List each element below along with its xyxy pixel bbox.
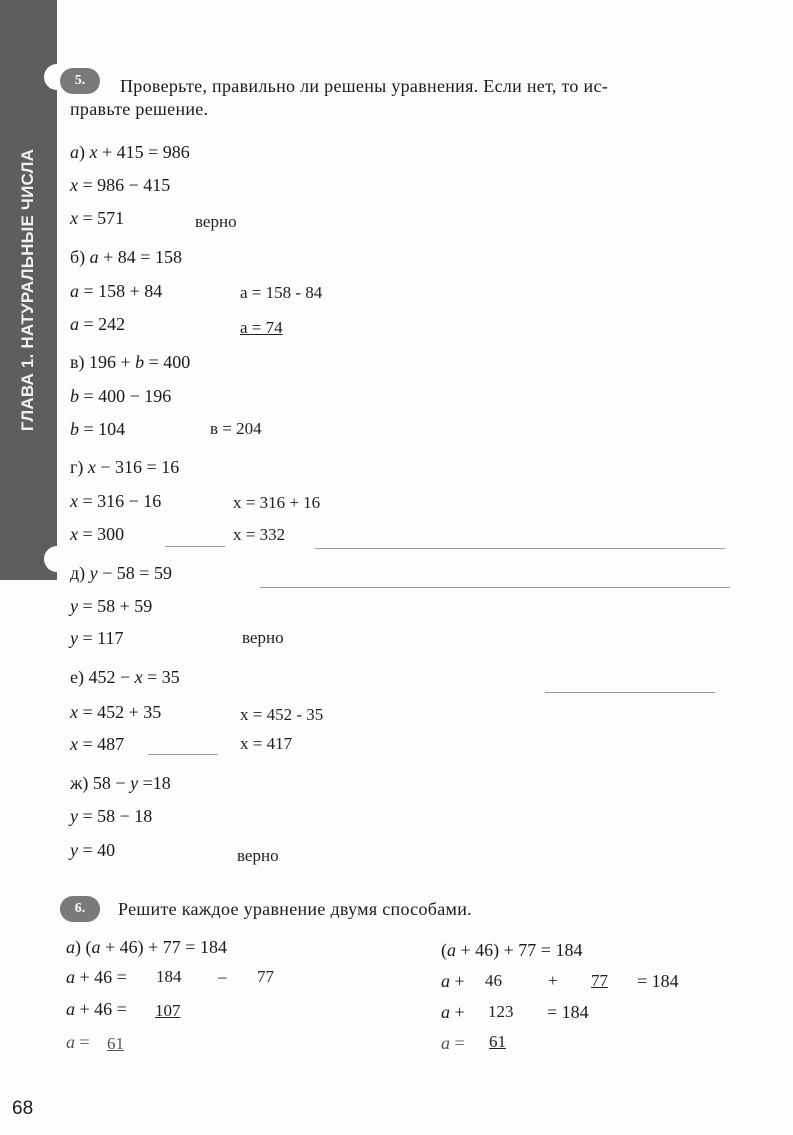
equation: а) x + 415 = 986: [70, 142, 190, 162]
equation: a = 158 + 84: [70, 281, 163, 301]
faint-rule: [165, 546, 225, 547]
handwritten-answer: верно: [237, 846, 279, 865]
equation: б) a + 84 = 158: [70, 247, 182, 267]
handwritten-value: +: [548, 971, 558, 990]
equation: y = 58 − 18: [70, 806, 153, 826]
equation: a = 242: [70, 314, 126, 334]
equation: x = 986 − 415: [70, 175, 171, 195]
equation: ж) 58 − y =18: [70, 773, 171, 793]
task-number-badge: 6.: [60, 896, 100, 922]
task-text: Проверьте, правильно ли решены уравнения. Если нет, то ис-: [120, 76, 609, 96]
equation: a +: [441, 971, 465, 991]
equation: y = 58 + 59: [70, 596, 153, 616]
handwritten-correction: a = 74: [240, 318, 283, 337]
faint-rule: [260, 587, 730, 588]
handwritten-value: 77: [591, 971, 608, 990]
faint-rule: [545, 692, 715, 693]
handwritten-value: –: [218, 967, 227, 986]
equation: a =: [66, 1032, 90, 1052]
task-text: Решите каждое уравнение двумя способами.: [118, 899, 472, 919]
handwritten-answer: верно: [242, 628, 284, 647]
page-number: 68: [12, 1098, 34, 1119]
handwritten-correction: x = 332: [233, 525, 286, 544]
equation: x = 487: [70, 734, 125, 754]
equation: b = 104: [70, 419, 126, 439]
faint-rule: [148, 754, 218, 755]
handwritten-correction: в = 204: [210, 419, 262, 438]
faint-rule: [315, 548, 725, 549]
sidebar-notch: [44, 546, 70, 572]
handwritten-value: 107: [155, 1001, 181, 1020]
equation: y = 40: [70, 840, 116, 860]
handwritten-value: 123: [488, 1002, 514, 1021]
handwritten-correction: a = 158 - 84: [240, 283, 323, 302]
equation: a + 46 =: [66, 999, 127, 1019]
handwritten-value: 46: [485, 971, 502, 990]
handwritten-correction: x = 417: [240, 734, 293, 753]
equation: a + 46 =: [66, 967, 127, 987]
equation: = 184: [637, 971, 679, 991]
equation: y = 117: [70, 628, 124, 648]
equation: x = 300: [70, 524, 125, 544]
handwritten-value: 61: [107, 1034, 124, 1053]
equation: x = 571: [70, 208, 125, 228]
chapter-title: ГЛАВА 1. НАТУРАЛЬНЫЕ ЧИСЛА: [18, 148, 37, 432]
equation: а) (a + 46) + 77 = 184: [66, 937, 227, 957]
handwritten-correction: x = 452 - 35: [240, 705, 324, 724]
equation: д) y − 58 = 59: [70, 563, 172, 583]
equation: (a + 46) + 77 = 184: [441, 940, 583, 960]
equation: a +: [441, 1002, 465, 1022]
handwritten-correction: x = 316 + 16: [233, 493, 321, 512]
equation: x = 452 + 35: [70, 702, 162, 722]
equation: x = 316 − 16: [70, 491, 162, 511]
equation: г) x − 316 = 16: [70, 457, 180, 477]
equation: = 184: [547, 1002, 589, 1022]
equation: е) 452 − x = 35: [70, 667, 180, 687]
task-number-badge: 5.: [60, 68, 100, 94]
handwritten-value: 77: [257, 967, 274, 986]
handwritten-answer: верно: [195, 212, 237, 231]
task-text: правьте решение.: [70, 99, 209, 119]
equation: в) 196 + b = 400: [70, 352, 191, 372]
handwritten-value: 184: [156, 967, 182, 986]
handwritten-value: 61: [489, 1032, 506, 1051]
equation: a =: [441, 1033, 465, 1053]
equation: b = 400 − 196: [70, 386, 172, 406]
